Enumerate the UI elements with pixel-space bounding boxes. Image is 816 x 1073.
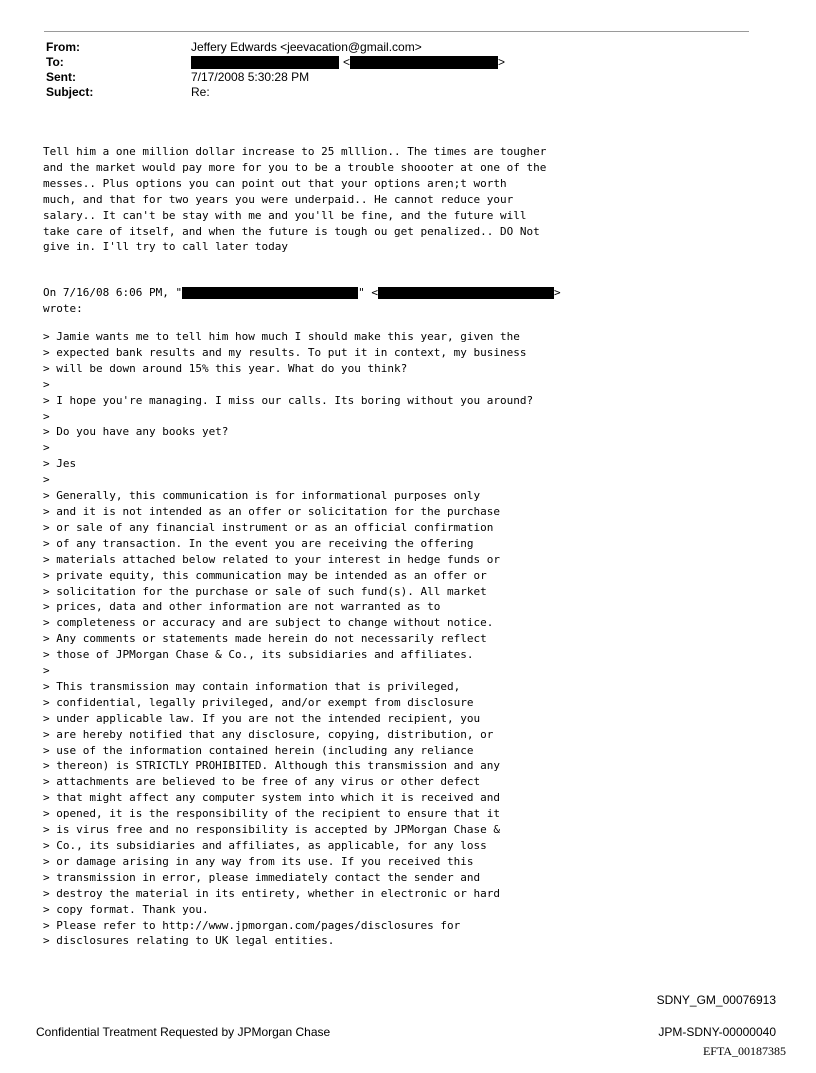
- message-body: Tell him a one million dollar increase to 25 mlllion.. The times are tougher and the market would pay more for you to be a trouble shoooter at one of the messes.. Plus options you can point out that your options aren;t worth much, and that for two years you were underpaid.. He cannot reduce your salary.. It can't be stay with me and you'll be fine, and the future will take care of itself, and when the future is tough ou get penalized.. DO Not give in. I'll try to call later today: [43, 145, 547, 254]
- to-value: [191, 55, 505, 70]
- redaction-block: [191, 56, 339, 69]
- from-label: From:: [46, 40, 80, 54]
- from-row: [46, 40, 505, 55]
- sent-value: 7/17/2008 5:30:28 PM: [191, 70, 310, 84]
- redaction-block: [182, 287, 358, 299]
- header-divider: [44, 31, 749, 32]
- efta-number: EFTA_00187385: [702, 1044, 786, 1058]
- email-header: [46, 40, 505, 100]
- redaction-block: [378, 287, 554, 299]
- from-value: Jeffery Edwards <jeevacation@gmail.com>: [191, 40, 422, 54]
- on-suffix: >: [553, 286, 561, 299]
- to-gt: >: [498, 55, 506, 69]
- redaction-block: [350, 56, 498, 69]
- to-label: To:: [46, 55, 64, 69]
- bates-number-jpm: JPM-SDNY-00000040: [658, 1025, 776, 1039]
- to-lt: <: [343, 55, 351, 69]
- confidential-notice: Confidential Treatment Requested by JPMorgan Chase: [36, 1025, 331, 1039]
- subject-label: Subject:: [46, 85, 94, 99]
- sent-row: [46, 70, 505, 85]
- subject-value: Re:: [191, 85, 210, 99]
- wrote-label: wrote:: [43, 301, 83, 315]
- subject-row: [46, 85, 505, 100]
- on-middle: " <: [358, 286, 378, 299]
- quoted-message: > Jamie wants me to tell him how much I should make this year, given the > expected bank results and my results. To put it in context, my business > will be down around 15% this year. What do you think? > > I hope you're managing. I miss our calls. Its boring without you around? > > Do you have any books yet? > > Jes > > Generally, this communication is for informational purposes only > and it is not intended as an offer or solicitation for the purchase > or sale of any financial instrument or as an official confirmation > of any transaction. In the event you are receiving the offering > materials attached below related to your interest in hedge funds or > private equity, this communication may be intended as an offer or > solicitation for the purchase or sale of such fund(s). All market > prices, data and other information are not warranted as to > completeness or accuracy and are subject to change without notice. > Any comments or statements made herein do not necessarily reflect > those of JPMorgan Chase & Co., its subsidiaries and affiliates. > > This transmission may contain information that is privileged, > confidential, legally privileged, and/or exempt from disclosure > under applicable law. If you are not the intended recipient, you > are hereby notified that any disclosure, copying, distribution, or > use of the information contained herein (including any reliance > thereon) is STRICTLY PROHIBITED. Although this transmission and any > attachments are believed to be free of any virus or other defect > that might affect any computer system into which it is received and > opened, it is the responsibility of the recipient to ensure that it > is virus free and no responsibility is accepted by JPMorgan Chase & > Co., its subsidiaries and affiliates, as applicable, for any loss > or damage arising in any way from its use. If you received this > transmission in error, please immediately contact the sender and > destroy the material in its entirety, whether in electronic or hard > copy format. Thank you. > Please refer to http://www.jpmorgan.com/pages/disclosures for > disclosures relating to UK legal entities.: [43, 330, 534, 948]
- reply-attribution: [43, 285, 561, 317]
- to-row: [46, 55, 505, 70]
- sent-label: Sent:: [46, 70, 76, 84]
- bates-number-sdny: SDNY_GM_00076913: [656, 993, 776, 1007]
- on-prefix: On 7/16/08 6:06 PM, ": [43, 286, 183, 299]
